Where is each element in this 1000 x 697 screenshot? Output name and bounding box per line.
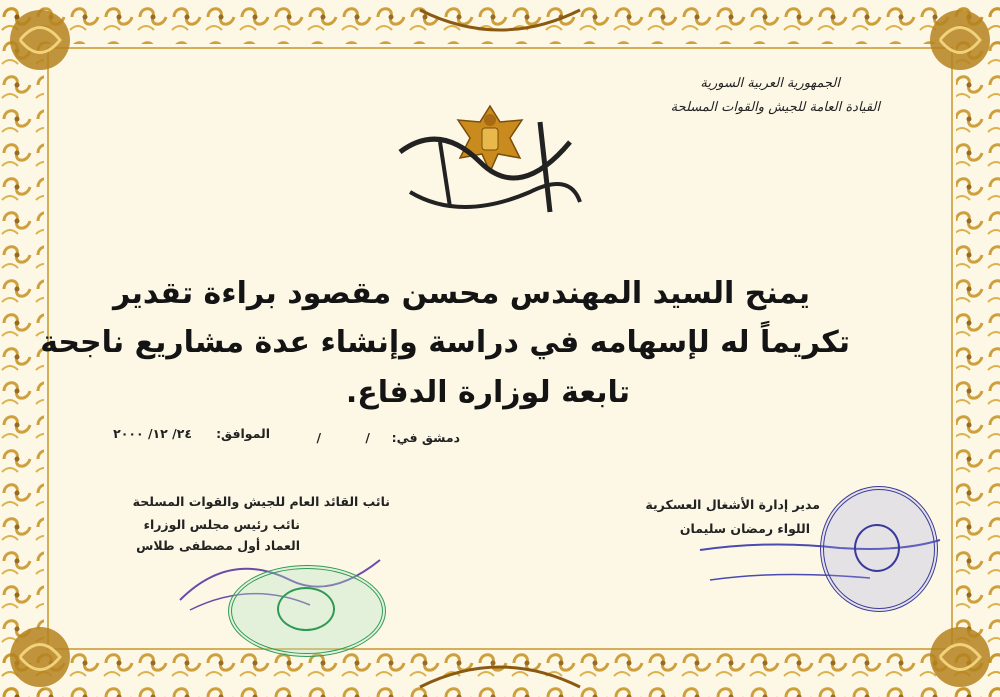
right-signatory-title: مدير إدارة الأشغال العسكرية (645, 497, 820, 512)
date-gregorian-value: ٢٤/ ١٢/ ٢٠٠٠ (113, 426, 192, 441)
blue-seal-stamp (820, 486, 938, 612)
date-hijri-blank: / / (316, 430, 390, 445)
left-signatory-role: نائب رئيس مجلس الوزراء (143, 517, 300, 532)
calligraphy-title (380, 112, 600, 222)
body-line-3: تابعة لوزارة الدفاع. (345, 375, 630, 410)
right-signatory-name: اللواء رمضان سليمان (679, 521, 810, 536)
green-seal-stamp (228, 565, 386, 657)
body-line-2: تكريماً له لإسهامه في دراسة وإنشاء عدة مشاريع ناجحة (40, 325, 850, 360)
header-country: الجمهورية العربية السورية (700, 76, 840, 91)
header-command: القيادة العامة للجيش والقوات المسلحة (670, 100, 880, 115)
body-line-1: يمنح السيد المهندس محسن مقصود براءة تقدير (112, 276, 810, 311)
date-place-label: دمشق في: (391, 430, 460, 445)
left-signatory-name: العماد أول مصطفى طلاس (136, 538, 300, 553)
left-signatory-title: نائب القائد العام للجيش والقوات المسلحة (132, 494, 390, 509)
date-gregorian-label: الموافق: (216, 426, 270, 441)
